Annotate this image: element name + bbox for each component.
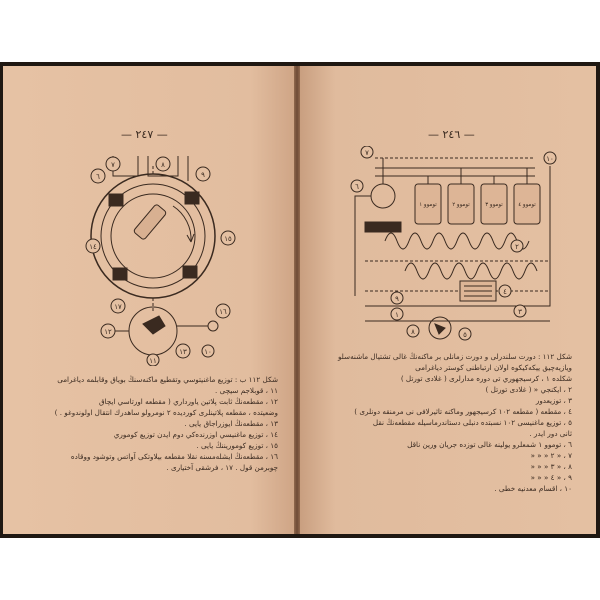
callout-r-3: ٣ [518,308,522,316]
caption-line: چوبرمن قول . ١٧ ، فرشقى آختيارى . [166,463,278,472]
brush-block-2 [185,192,199,204]
caption-line: ٩ ، « ٤ « « « [530,473,572,482]
callout-r-9: ٩ [395,295,399,303]
callout-16: ١٦ [219,308,227,316]
caption-line: ٦ ، توموو ١ شمعلرو يولينه غالى توزده جريان ورين ناقل [407,440,572,449]
caption-line: ٥ ، توزيع ماغنيسى ١٠٢ نسبتده دنبلى دستاندرماسيله مقطعه‌نڭ نقل [372,418,572,427]
cylinder-label-2: توموو ٢ [452,202,470,208]
brush-block-3 [113,268,127,280]
distributor-inner [111,194,195,278]
caption-line: ١١ ، قوبلاجم سيچى . [215,386,278,395]
cylinder-label-1: توموو ١ [419,202,437,208]
callout-17: ١٧ [114,303,122,311]
caption-line: ٧ ، « ٢ « « « [530,451,572,460]
left-page [3,66,294,534]
caption-line: ٣ ، توزيعدور [535,396,572,405]
caption-line: وضعيتده ، مقطعه پلاتينلرى كورديده ٢ نومرولو ساهدرك انتقال اولوندوغو . ) [54,408,278,417]
caption-line: ٢ ، ايكنجي « ( غلادى تورتل ) [485,385,572,394]
caption-line: ١٢ ، مقطعه‌نڭ ثابت پلاتين ياورداري ( مقطعه اورتاسي ايچاق [98,397,278,406]
right-page-number: — ٢٤٦ — [428,128,475,141]
left-page-number: — ٢٤٧ — [121,128,168,141]
coil-block [365,222,401,232]
magneto-distributor-diagram [73,146,243,366]
right-caption [322,351,572,494]
callout-r-8: ٨ [411,328,415,336]
open-book-scan [0,62,600,538]
callout-r-1: ١ [395,311,399,319]
callout-12: ١٢ [104,328,112,336]
left-caption [23,374,278,473]
callout-r-10: ١٠ [546,155,554,163]
callout-6: ٦ [96,173,100,181]
callout-r-4: ٤ [503,288,507,296]
brush-block-1 [109,194,123,206]
callout-r-7: ٧ [365,149,369,157]
caption-line: ١٥ ، توزيع كوموريننڭ يايى . [196,441,278,450]
callout-13: ١٣ [179,348,187,356]
callout-8: ٨ [161,161,165,169]
callout-7: ٧ [111,161,115,169]
caption-line: ١٣ ، مقطعه‌نڭ ايوزراجاق يايى . [184,419,278,428]
lead-wires [113,156,188,181]
right-page [300,66,596,534]
caption-line: ١٤ ، توزيع ماغنيسي اوزرنده‌كي دوم ايدن توزيع كوموري [113,430,278,439]
caption-line: ثانى دور ايدر . [529,429,572,438]
caption-line: ويازيه‌چيق ييكه‌كيكوه اولان ارتباطنى كوستر دياغرامى [415,363,572,372]
callout-15: ١٥ [224,235,232,243]
ignition-wiring-diagram [345,146,560,346]
callout-10: ١٠ [204,348,212,356]
callout-14: ١٤ [89,243,97,251]
callout-r-6: ٦ [355,183,359,191]
cylinder-label-3: توموو ٣ [485,202,503,208]
magneto [371,184,395,208]
caption-line: ١٦ ، مقطعه‌نڭ ايشله‌مسنه نقلا مقطعه بيلاوتكى آواتس وتوشود ووقاده [70,452,278,461]
rotor-arm [133,204,167,241]
callout-r-2: ٢ [515,243,519,251]
callout-r-5: ٥ [463,331,467,339]
brush-block-4 [183,266,197,278]
callout-9: ٩ [201,171,205,179]
interrupter-cam [143,316,165,334]
caption-line: ١٠ ، اقسام معدنيه خطى . [494,484,572,493]
caption-line: شكل ١١٢ : دورت سلندرلى و دورت زمانلى بر ماكنه‌نڭ غالى تشتيال ماشنه‌سلو [337,352,572,361]
caption-line: شكلده ١ ، كرسيجهوري تى دوره مدارلرى ( غلادى تورتل ) [400,374,572,383]
caption-line: شكل ١١٢ ب : توزيع ماغنيتوسي وتقطيع ماكنه‌سنڭ بوياق وقابلمه دياغرامى [57,375,278,384]
wave-conductor-1 [385,233,529,249]
cylinder-label-4: توموو ٤ [518,202,536,208]
caption-line: ٤ ، مقطعه ( مقطعه ١٠٢ كرسيجهور وماكنه تاثيرلافى نى مرمنقه دونلرى ) [354,407,572,416]
callout-11: ١١ [149,357,157,365]
wave-conductor-2 [405,263,537,279]
caption-line: ٨ ، « ٣ « « « [530,462,572,471]
